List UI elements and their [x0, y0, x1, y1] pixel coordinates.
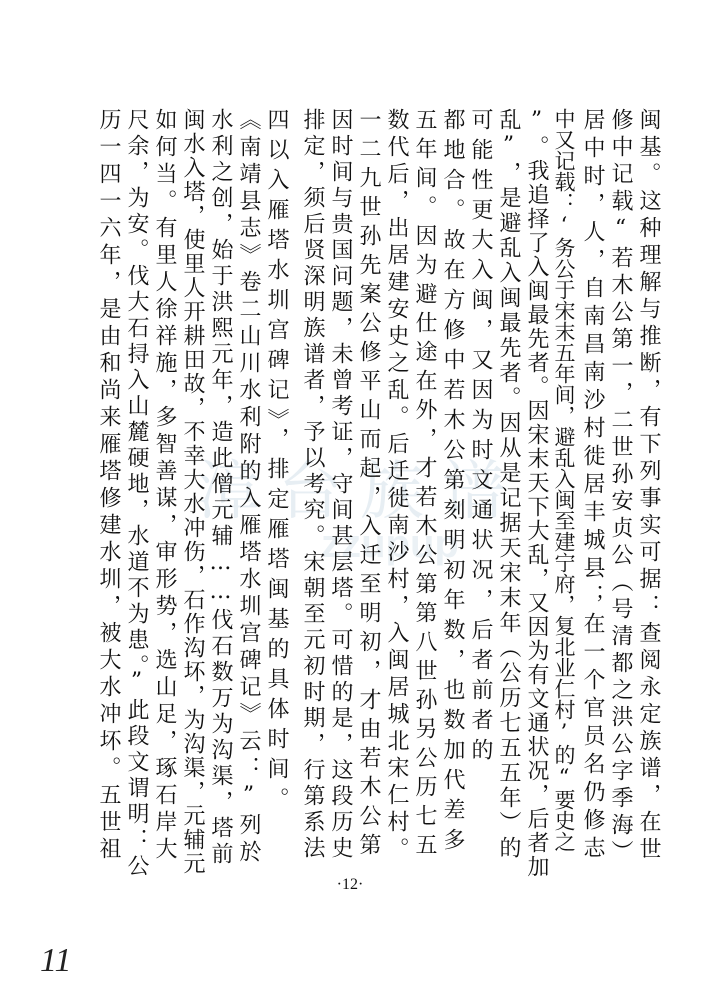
- margin-mark: 11: [40, 942, 72, 979]
- watermark-url: zzupup: [321, 522, 459, 566]
- text-column-18: 如何当。有里人徐祥施，多智善谋，审形势，选山足，琢石岸大: [152, 108, 177, 864]
- text-column-6: 乱”，是避乱入闽最先者。因从是记据天宋末年（公历七五五年）的: [496, 108, 521, 861]
- watermark: 漳台族谱: [196, 455, 524, 529]
- text-column-11: 一二九世孙先案公修平山而起，入迁至明初，才由若木公第: [356, 108, 381, 862]
- text-column-10: 数代后，出居建安史之乱。后迁徙南沙村，入闽居城北宋仁村。: [384, 108, 409, 864]
- text-column-17: 闽水入塔，使里人开耕田故，不幸大水冲伤，石作沟坏，为沟渠，元辅元: [180, 108, 205, 876]
- text-column-13: 排定，须后贤深明族谱者，予以考究。宋朝至元初时期，行第系法: [300, 108, 325, 862]
- text-column-8: 都地合。故在方修中若木公第刻明初年数，也数加代差多: [440, 108, 465, 858]
- text-column-4: 中又记载：‘务公于宋末五年间，避乱入闽至建宁府，复北业仁村’的“要史之: [552, 108, 576, 852]
- text-column-7: 可能性更大入闽，又因为时文通状况，后者前者的: [468, 108, 493, 768]
- text-column-1: 闽基。这种理解与推断，有下列事实可据：查阅永定族谱，在世: [636, 108, 661, 864]
- text-column-15: 《南靖县志》卷二山川水利附的入雁塔水圳宫碑记》云：”列於: [236, 108, 261, 867]
- text-column-14: 四以入雁塔水圳宫碑记》，排定雁塔闽基的具体时间。: [264, 108, 289, 817]
- text-column-16: 水利之创，始于洪熙元年，造此僧元辅……伐石数万为沟渠，塔前: [208, 108, 233, 868]
- text-column-2: 修中记载“若木公第一，二世孙安贞公（号清都之洪公字季海）: [608, 108, 633, 867]
- text-column-3: 居中时，人，自南昌南沙村徙居丰城县；在一个官员名仍修志: [580, 108, 605, 864]
- page-number: ·12·: [336, 876, 364, 893]
- text-column-20: 历一四一六年，是由和尚来雁塔修建水圳，被大水冲坏。五世祖: [96, 108, 121, 864]
- text-column-9: 五年间。因为避仕途在外，才若木公第第八世孙另公历七五: [412, 108, 437, 862]
- text-column-12: 因时间与贵国问题，未曾考证，守间甚层塔。可惜的是，这段历史: [328, 108, 353, 862]
- text-column-5: ”。我追择了入闽最先者。因宋末天下大乱，又因为有文通状况，后者加: [524, 108, 549, 879]
- text-column-19: 尺余，为安。伐大石挦入山麓硬地，水道不为患。”此段文谓明：公: [124, 108, 149, 880]
